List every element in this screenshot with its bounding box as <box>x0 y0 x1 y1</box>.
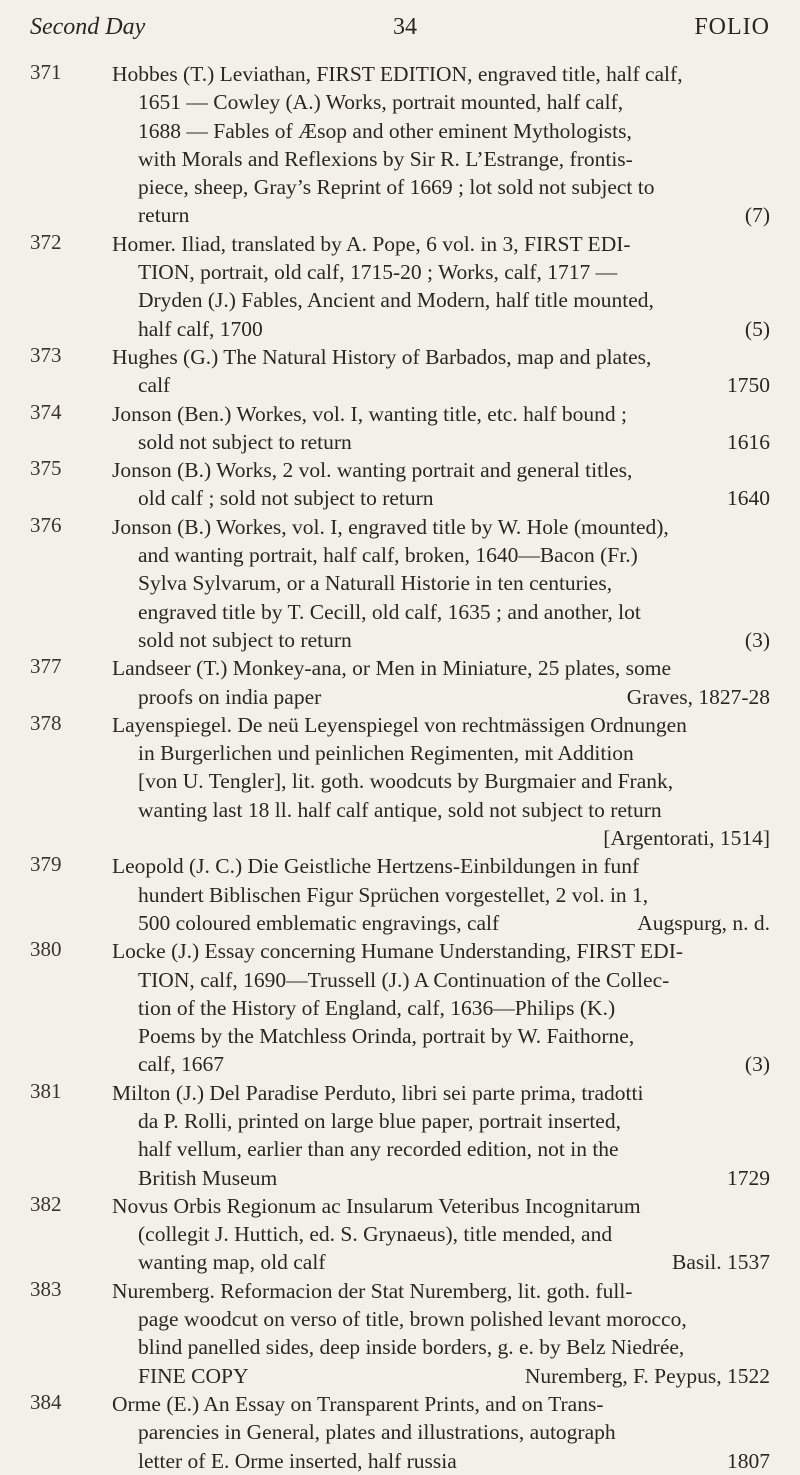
lot-entry <box>30 711 770 852</box>
lot-entry <box>30 852 770 937</box>
description-line: [von U. Tengler], lit. goth. woodcuts by Burgmaier and Frank, <box>138 769 674 794</box>
lot-number: 371 <box>30 60 62 84</box>
description-line: piece, sheep, Gray’s Reprint of 1669 ; lot sold not subject to <box>138 175 655 200</box>
lot-entry <box>30 1390 770 1475</box>
lot-entry <box>30 937 770 1078</box>
page-header <box>30 14 770 44</box>
final-line <box>138 909 770 937</box>
imprint-date: Graves, 1827-28 <box>626 684 770 709</box>
imprint-date: Nuremberg, F. Peypus, 1522 <box>524 1363 770 1388</box>
description-line: Jonson (B.) Workes, vol. I, engraved title by W. Hole (mounted), <box>112 514 669 539</box>
lot-number: 380 <box>30 937 62 962</box>
description-line: blind panelled sides, deep inside borders, g. e. by Belz Niedrée, <box>138 1335 685 1360</box>
final-line-text: British Museum <box>138 1165 278 1190</box>
description-line: Hobbes (T.) Leviathan, FIRST EDITION, engraved title, half calf, <box>112 62 683 86</box>
lot-entry <box>30 513 770 654</box>
description-line: Homer. Iliad, translated by A. Pope, 6 vol. in 3, FIRST EDI- <box>112 231 631 256</box>
final-line-text: calf <box>138 373 171 398</box>
description-line: Leopold (J. C.) Die Geistliche Hertzens-Einbildungen in funf <box>112 854 640 879</box>
final-line <box>138 201 770 229</box>
description-line: TION, calf, 1690—Trussell (J.) A Continuation of the Collec- <box>138 967 670 992</box>
lot-entry <box>30 1192 770 1277</box>
imprint-date: 1807 <box>727 1448 770 1473</box>
description-line: Hughes (G.) The Natural History of Barbados, map and plates, <box>112 344 652 369</box>
lot-number: 378 <box>30 710 62 735</box>
lot-number: 381 <box>30 1078 62 1103</box>
description-line: 1651 — Cowley (A.) Works, portrait mounted, half calf, <box>138 90 624 115</box>
lot-entry <box>30 1277 770 1390</box>
lot-entry <box>30 230 770 343</box>
final-line-text: FINE COPY <box>138 1363 249 1388</box>
description-line: (collegit J. Huttich, ed. S. Grynaeus), title mended, and <box>138 1222 613 1247</box>
final-line-text: wanting map, old calf <box>138 1250 326 1275</box>
lot-entry <box>30 343 770 400</box>
description-line: TION, portrait, old calf, 1715-20 ; Works, calf, 1717 — <box>138 260 618 285</box>
final-line-text: calf, 1667 <box>138 1052 224 1077</box>
final-line <box>138 428 770 456</box>
description-line: 1688 — Fables of Æsop and other eminent Mythologists, <box>138 118 632 143</box>
description-line: tion of the History of England, calf, 1636—Philips (K.) <box>138 995 616 1020</box>
description-line: engraved title by T. Cecill, old calf, 1635 ; and another, lot <box>138 599 641 624</box>
imprint-date: 1729 <box>727 1165 770 1190</box>
lot-number: 383 <box>30 1276 62 1301</box>
final-line <box>138 1248 770 1276</box>
final-line <box>138 1050 770 1078</box>
lot-number: 384 <box>30 1389 62 1414</box>
description-line: da P. Rolli, printed on large blue paper, portrait inserted, <box>138 1108 621 1133</box>
description-line: Nuremberg. Reformacion der Stat Nuremberg, lit. goth. full- <box>112 1278 633 1303</box>
lot-number: 373 <box>30 342 62 367</box>
description-line: Milton (J.) Del Paradise Perduto, libri sei parte prima, tradotti <box>112 1080 644 1105</box>
lot-number: 382 <box>30 1191 62 1216</box>
lot-list <box>30 60 770 1475</box>
description-line: and wanting portrait, half calf, broken, 1640—Bacon (Fr.) <box>138 543 638 568</box>
lot-entry <box>30 1079 770 1192</box>
imprint-date: (7) <box>744 203 770 228</box>
day-heading: Second Day <box>30 14 146 40</box>
imprint-date: Basil. 1537 <box>672 1250 770 1275</box>
lot-number: 372 <box>30 229 62 254</box>
description-line: wanting last 18 ll. half calf antique, sold not subject to return <box>138 797 662 822</box>
description-line: Locke (J.) Essay concerning Humane Understanding, FIRST EDI- <box>112 939 684 964</box>
description-line: Sylva Sylvarum, or a Naturall Historie in ten centuries, <box>138 571 613 596</box>
description-line: Orme (E.) An Essay on Transparent Prints, and on Trans- <box>112 1391 604 1416</box>
lot-number: 376 <box>30 512 62 537</box>
final-line-text: sold not subject to return <box>138 429 352 454</box>
imprint-date: (3) <box>744 1052 770 1077</box>
final-line <box>138 1164 770 1192</box>
imprint-date: Augspurg, n. d. <box>637 910 770 935</box>
final-line <box>138 626 770 654</box>
description-line: Poems by the Matchless Orinda, portrait by W. Faithorne, <box>138 1024 635 1049</box>
lot-entry <box>30 456 770 513</box>
description-line: in Burgerlichen und peinlichen Regimenten, mit Addition <box>138 741 634 766</box>
description-line: with Morals and Reflexions by Sir R. L’Estrange, frontis- <box>138 146 633 171</box>
final-line <box>138 371 770 399</box>
final-line-text: proofs on india paper <box>138 684 322 709</box>
final-line <box>138 683 770 711</box>
imprint-date: (3) <box>744 627 770 652</box>
final-line-text: 500 coloured emblematic engravings, calf <box>138 910 500 935</box>
lot-entry <box>30 400 770 457</box>
lot-number: 375 <box>30 456 62 481</box>
description-line: Jonson (Ben.) Workes, vol. I, wanting title, etc. half bound ; <box>112 401 627 426</box>
imprint-date: 1750 <box>727 373 770 398</box>
final-line-text: letter of E. Orme inserted, half russia <box>138 1448 457 1473</box>
lot-number: 379 <box>30 852 62 877</box>
description-line: Jonson (B.) Works, 2 vol. wanting portrait and general titles, <box>112 458 633 483</box>
final-line <box>138 1447 770 1475</box>
description-line: parencies in General, plates and illustrations, autograph <box>138 1420 616 1445</box>
final-line <box>138 824 770 852</box>
description-line: page woodcut on verso of title, brown polished levant morocco, <box>138 1307 687 1332</box>
final-line-text: return <box>138 203 190 228</box>
description-line: Novus Orbis Regionum ac Insularum Veteribus Incognitarum <box>112 1193 641 1218</box>
imprint-date: [Argentorati, 1514] <box>603 826 770 851</box>
final-line-text: sold not subject to return <box>138 627 352 652</box>
description-line: Landseer (T.) Monkey-ana, or Men in Miniature, 25 plates, some <box>112 656 672 681</box>
description-line: Layenspiegel. De neü Leyenspiegel von rechtmässigen Ordnungen <box>112 712 687 737</box>
imprint-date: 1616 <box>727 429 770 454</box>
lot-entry <box>30 654 770 711</box>
imprint-date: (5) <box>744 316 770 341</box>
format-heading: FOLIO <box>694 14 770 40</box>
final-line <box>138 1362 770 1390</box>
page-number: 34 <box>393 14 417 40</box>
final-line <box>138 484 770 512</box>
final-line-text: half calf, 1700 <box>138 316 263 341</box>
final-line <box>138 315 770 343</box>
final-line-text: old calf ; sold not subject to return <box>138 486 434 511</box>
imprint-date: 1640 <box>727 486 770 511</box>
lot-entry <box>30 60 770 230</box>
description-line: Dryden (J.) Fables, Ancient and Modern, half title mounted, <box>138 288 654 313</box>
lot-number: 374 <box>30 399 62 424</box>
description-line: hundert Biblischen Figur Sprüchen vorgestellet, 2 vol. in 1, <box>138 882 649 907</box>
lot-number: 377 <box>30 654 62 679</box>
description-line: half vellum, earlier than any recorded edition, not in the <box>138 1137 619 1162</box>
